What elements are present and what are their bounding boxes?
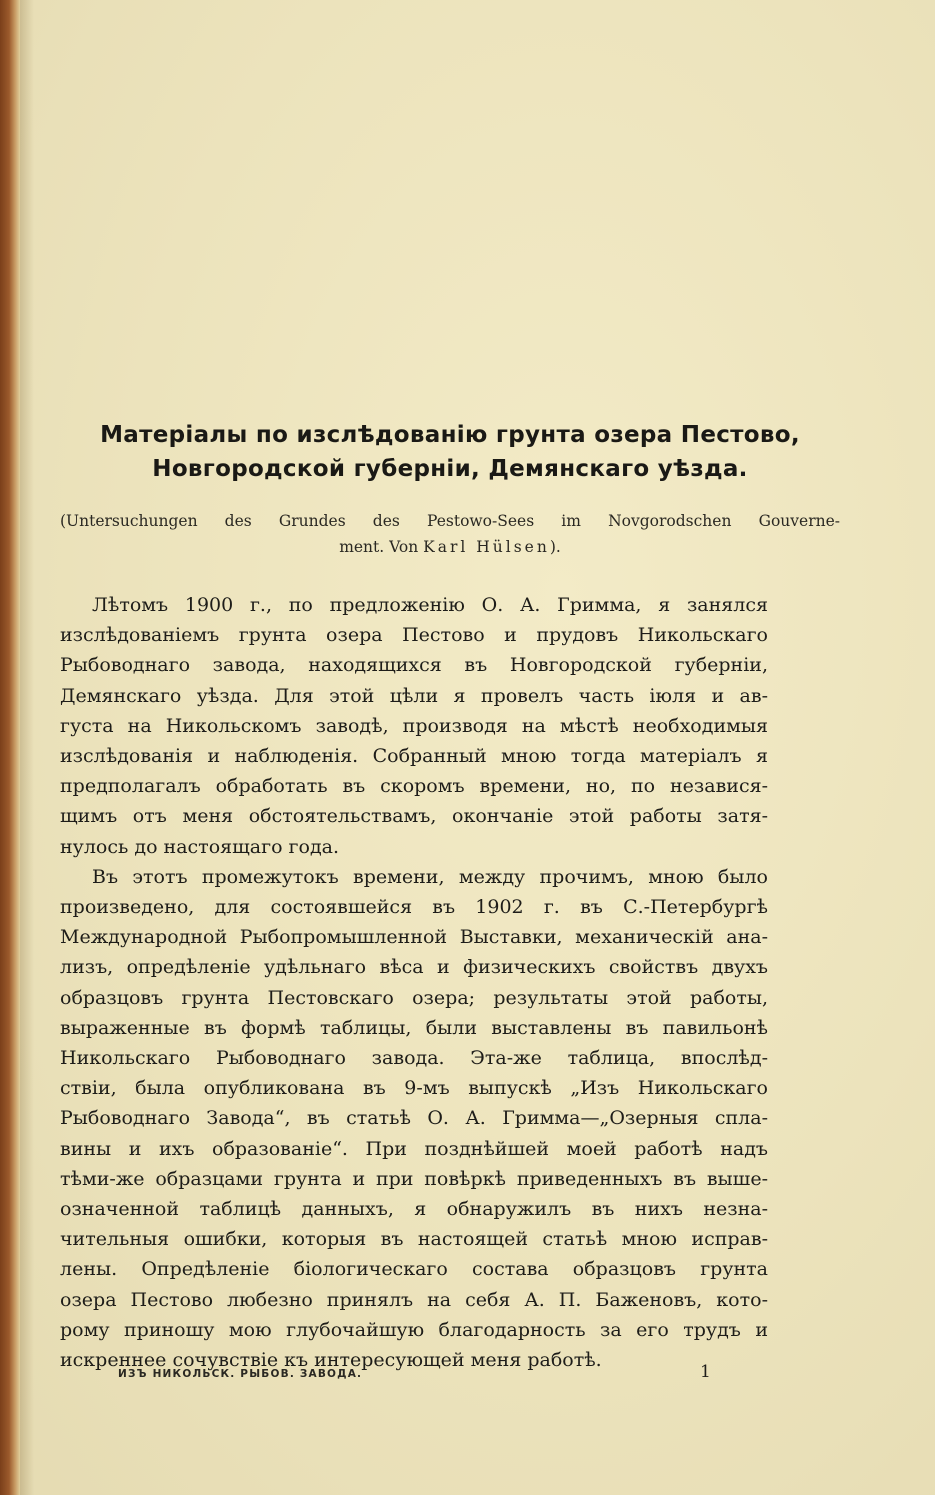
author-name: Karl Hülsen (423, 538, 550, 556)
body-line: выраженные въ формѣ таблицы, были выставлены въ павильонѣ (60, 1016, 768, 1039)
body-line: Демянскаго уѣзда. Для этой цѣли я провелъ часть іюля и ав- (60, 684, 768, 707)
body-line: произведено, для состоявшейся въ 1902 г. въ С.-Петербургѣ (60, 896, 768, 918)
body-line: Въ этотъ промежутокъ времени, между прочимъ, мною было (92, 865, 768, 888)
spine-shadow (20, 0, 34, 1495)
body-line: вины и ихъ образованіе“. При позднѣйшей моей работѣ надъ (60, 1137, 768, 1160)
body-line: тѣми-же образцами грунта и при повѣркѣ приведенныхъ въ выше- (60, 1167, 768, 1190)
body-line: изслѣдованіемъ грунта озера Пестово и прудовъ Никольскаго (60, 624, 768, 647)
body-line: предполагалъ обработать въ скоромъ времени, но, по независя- (60, 775, 768, 798)
body-line: нулось до настоящаго года. (60, 835, 340, 858)
subtitle-suffix: ). (549, 538, 561, 556)
subtitle-line-1: (Untersuchungen des Grundes des Pestowo-Sees im Novgorodschen Gouverne- (60, 512, 840, 530)
body-line: искреннее сочувствіе къ интересующей меня работѣ. (60, 1349, 602, 1371)
body-line: изслѣдованія и наблюденія. Собранный мною тогда матеріалъ я (60, 745, 768, 767)
subtitle-prefix: ment. Von (339, 538, 424, 556)
body-line: щимъ отъ меня обстоятельствамъ, окончаніе этой работы затя- (60, 805, 768, 828)
body-line: Рыбоводнаго завода, находящихся въ Новгородской губерніи, (60, 654, 768, 677)
body-line: озера Пестово любезно принялъ на себя А. П. Баженовъ, кото- (60, 1288, 768, 1311)
body-line: Рыбоводнаго Завода“, въ статьѣ О. А. Гримма—„Озерныя спла- (60, 1107, 768, 1130)
book-spine-edge (0, 0, 20, 1495)
body-line: ствіи, была опубликована въ 9-мъ выпускѣ „Изъ Никольскаго (60, 1077, 768, 1100)
page-number: 1 (700, 1362, 711, 1382)
body-line: означенной таблицѣ данныхъ, я обнаружилъ въ нихъ незна- (60, 1198, 768, 1220)
running-footer: ИЗЪ НИКОЛЬСК. РЫБОВ. ЗАВОДА. (118, 1368, 363, 1380)
body-line: чительныя ошибки, которыя въ настоящей статьѣ мною исправ- (60, 1228, 768, 1251)
subtitle-line-2 (60, 538, 840, 556)
body-line: образцовъ грунта Пестовскаго озера; результаты этой работы, (60, 986, 768, 1009)
body-line: Лѣтомъ 1900 г., по предложенію О. А. Гримма, я занялся (92, 594, 768, 616)
body-line: лизъ, опредѣленіе удѣльнаго вѣса и физическихъ свойствъ двухъ (60, 956, 768, 979)
body-line: густа на Никольскомъ заводѣ, производя на мѣстѣ необходимыя (60, 714, 768, 737)
body-line: Никольскаго Рыбоводнаго завода. Эта-же таблица, впослѣд- (60, 1047, 768, 1069)
body-line: лены. Опредѣленіе біологическаго состава образцовъ грунта (60, 1258, 768, 1281)
article-title-line-1: Матеріалы по изслѣдованію грунта озера Пестово, (100, 422, 800, 448)
body-line: рому приношу мою глубочайшую благодарность за его трудъ и (60, 1318, 768, 1341)
body-line: Международной Рыбопромышленной Выставки, механическій ана- (60, 926, 768, 949)
article-title-line-2: Новгородской губерніи, Демянскаго уѣзда. (152, 456, 748, 482)
